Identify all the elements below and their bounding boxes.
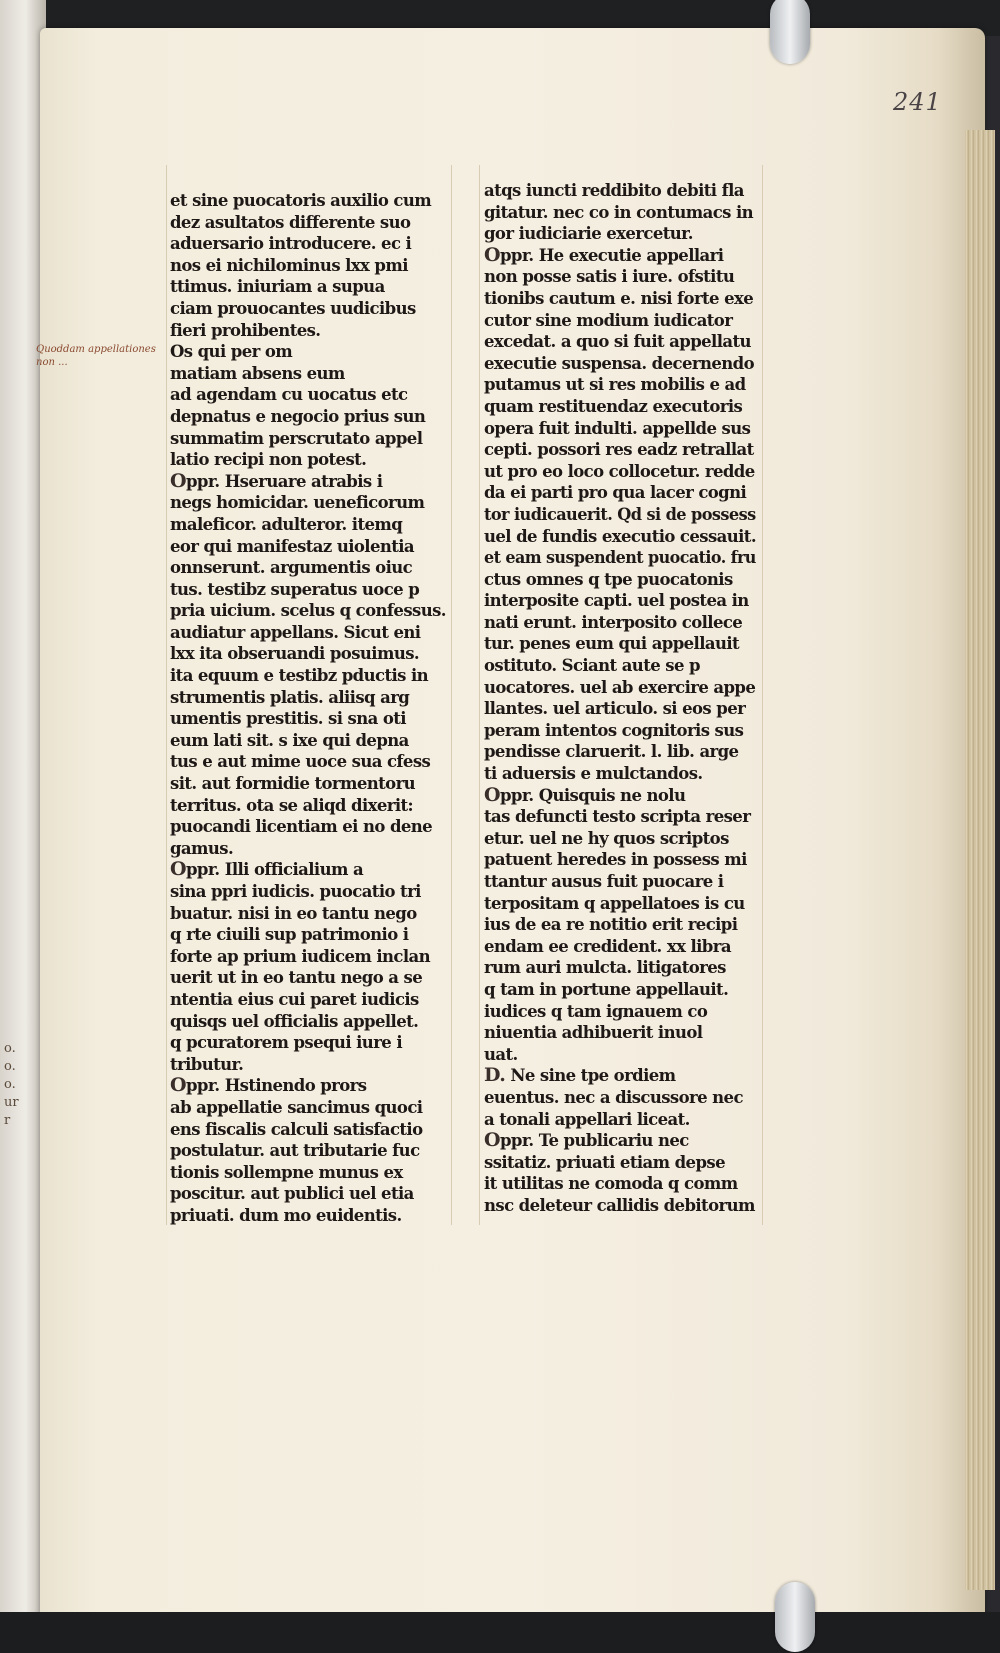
text-line: fieri prohibentes. (170, 320, 321, 340)
text-line: lxx ita obseruandi posuimus. (170, 644, 420, 664)
text-line: poscitur. aut publici uel etia (170, 1184, 414, 1204)
text-line: etur. uel ne hy quos scriptos (484, 828, 729, 848)
text-line: ciam prouocantes uudicibus (170, 298, 416, 318)
text-line: strumentis platis. aliisq arg (170, 687, 410, 707)
text-line: eum lati sit. s ixe qui depna (170, 730, 409, 750)
text-line: uerit ut in eo tantu nego a se (170, 968, 423, 988)
text-line: da ei parti pro qua lacer cogni (484, 483, 747, 503)
text-line: q rte ciuili sup patrimonio i (170, 925, 409, 945)
text-line: priuati. dum mo euidentis. (170, 1205, 402, 1225)
text-line: putamus ut si res mobilis e ad (484, 375, 746, 395)
text-line: eor qui manifestaz uiolentia (170, 536, 415, 556)
text-line: gitatur. nec co in contumacs in (484, 202, 754, 222)
text-line: iudices q tam ignauem co (484, 1001, 708, 1021)
text-line: Oppr. Te publicariu nec (484, 1130, 689, 1152)
text-line: quisqs uel officialis appellet. (170, 1011, 419, 1031)
text-line: opera fuit indulti. appellde sus (484, 418, 751, 438)
page-clip-bottom (775, 1582, 815, 1652)
text-line: q pcuratorem psequi iure i (170, 1033, 403, 1053)
text-line: non posse satis i iure. ofstitu (484, 267, 735, 287)
text-line: q tam in portune appellauit. (484, 979, 729, 999)
text-line: ti aduersis e mulctandos. (484, 764, 703, 784)
scan-background-bottom (0, 1612, 1000, 1653)
text-line: gor iudiciarie exercetur. (484, 224, 693, 244)
text-line: uocatores. uel ab exercire appe (484, 677, 756, 697)
text-line: tor iudicauerit. Qd si de possess (484, 504, 756, 524)
text-line: postulatur. aut tributarie fuc (170, 1141, 420, 1161)
text-line: ab appellatie sancimus quoci (170, 1097, 423, 1117)
text-line: nsc deleteur callidis debitorum (484, 1195, 755, 1215)
text-line: Os qui per om (170, 342, 293, 362)
text-line: aduersario introducere. ec i (170, 234, 412, 254)
text-line: negs homicidar. ueneficorum (170, 493, 425, 513)
text-line: tus. testibz superatus uoce p (170, 579, 420, 599)
text-line: depnatus e negocio prius sun (170, 406, 426, 426)
text-line: interposite capti. uel postea in (484, 591, 749, 611)
text-line: ens fiscalis calculi satisfactio (170, 1119, 423, 1139)
text-line: Oppr. Hstinendo prors (170, 1075, 367, 1097)
ruling-line (762, 165, 763, 1225)
text-line: pria uicium. scelus q confessus. (170, 601, 446, 621)
text-line: patuent heredes in possess mi (484, 850, 747, 870)
text-line: matiam absens eum (170, 363, 345, 383)
text-line: ita equum e testibz pductis in (170, 666, 429, 686)
margin-annotation: Quoddam appellationes non ... (36, 344, 156, 368)
text-line: a tonali appellari liceat. (484, 1109, 690, 1129)
text-line: nos ei nichilominus lxx pmi (170, 255, 408, 275)
book-fore-edge (965, 130, 995, 1590)
text-line: ttantur ausus fuit puocare i (484, 872, 724, 891)
text-column-right (484, 180, 756, 1217)
folio-number: 241 (893, 88, 942, 116)
text-line: Oppr. Quisquis ne nolu (484, 784, 686, 806)
ruling-line (166, 165, 167, 1225)
text-line: dez asultatos differente suo (170, 212, 411, 232)
text-line: ius de ea re notitio erit recipi (484, 915, 738, 935)
text-line: ntentia eius cui paret iudicis (170, 989, 419, 1009)
text-line: uat. (484, 1044, 518, 1064)
text-line: summatim perscrutato appel (170, 428, 423, 448)
text-line: ssitatiz. priuati etiam depse (484, 1152, 725, 1172)
text-line: umentis prestitis. si sna oti (170, 709, 406, 729)
text-line: cepti. possori res eadz retrallat (484, 440, 754, 460)
text-column-left (170, 190, 446, 1227)
text-line: Oppr. Hseruare atrabis i (170, 470, 383, 492)
text-line: puocandi licentiam ei no dene (170, 817, 433, 837)
text-line: tus e aut mime uoce sua cfess (170, 752, 431, 772)
facing-page-fragment: o. o. o. ur r (4, 1041, 19, 1128)
text-line: ctus omnes q tpe puocatonis (484, 569, 733, 589)
text-line: sina ppri iudicis. puocatio tri (170, 882, 421, 901)
text-line: rum auri mulcta. litigatores (484, 958, 726, 978)
text-line: euentus. nec a discussore nec (484, 1087, 743, 1107)
text-line: cutor sine modium iudicator (484, 310, 733, 330)
text-line: tionis sollempne munus ex (170, 1162, 403, 1182)
text-line: ttimus. iniuriam a supua (170, 277, 385, 297)
text-line: Oppr. Illi officialium a (170, 859, 364, 881)
text-line: onnserunt. argumentis oiuc (170, 558, 413, 578)
text-line: sit. aut formidie tormentoru (170, 774, 416, 794)
text-line: tributur. (170, 1054, 244, 1074)
text-line: audiatur appellans. Sicut eni (170, 622, 421, 642)
text-line: llantes. uel articulo. si eos per (484, 699, 746, 719)
text-line: tur. penes eum qui appellauit (484, 634, 740, 654)
text-line: niuentia adhibuerit inuol (484, 1023, 703, 1043)
text-line: D. Ne sine tpe ordiem (484, 1065, 676, 1087)
text-line: excedat. a quo si fuit appellatu (484, 332, 751, 352)
text-line: pendisse claruerit. l. lib. arge (484, 742, 739, 762)
text-line: forte ap prium iudicem inclan (170, 946, 431, 966)
text-line: peram intentos cognitoris sus (484, 720, 744, 740)
text-line: endam ee credident. xx libra (484, 936, 731, 956)
text-line: maleficor. adulteror. itemq (170, 514, 403, 534)
text-line: latio recipi non potest. (170, 450, 367, 470)
text-line: ut pro eo loco collocetur. redde (484, 461, 755, 481)
text-line: buatur. nisi in eo tantu nego (170, 903, 417, 923)
text-line: tas defuncti testo scripta reser (484, 807, 751, 827)
ruling-line (451, 165, 452, 1225)
text-line: atqs iuncti reddibito debiti fla (484, 181, 744, 200)
page-clip-top (770, 0, 810, 64)
ruling-line (479, 165, 480, 1225)
text-line: uel de fundis executio cessauit. (484, 526, 756, 546)
text-line: terpositam q appellatoes is cu (484, 893, 745, 913)
text-line: it utilitas ne comoda q comm (484, 1174, 738, 1194)
text-line: et eam suspendent puocatio. fru (484, 548, 756, 568)
text-line: tionibs cautum e. nisi forte exe (484, 288, 754, 308)
text-line: territus. ota se aliqd dixerit: (170, 795, 414, 815)
text-line: executie suspensa. decernendo (484, 353, 754, 373)
text-line: gamus. (170, 838, 234, 858)
text-line: et sine puocatoris auxilio cum (170, 191, 432, 210)
text-line: ostituto. Sciant aute se p (484, 656, 700, 676)
text-line: Oppr. He executie appellari (484, 244, 724, 266)
text-line: ad agendam cu uocatus etc (170, 385, 408, 405)
text-line: quam restituendaz executoris (484, 396, 743, 416)
text-line: nati erunt. interposito collece (484, 612, 743, 632)
